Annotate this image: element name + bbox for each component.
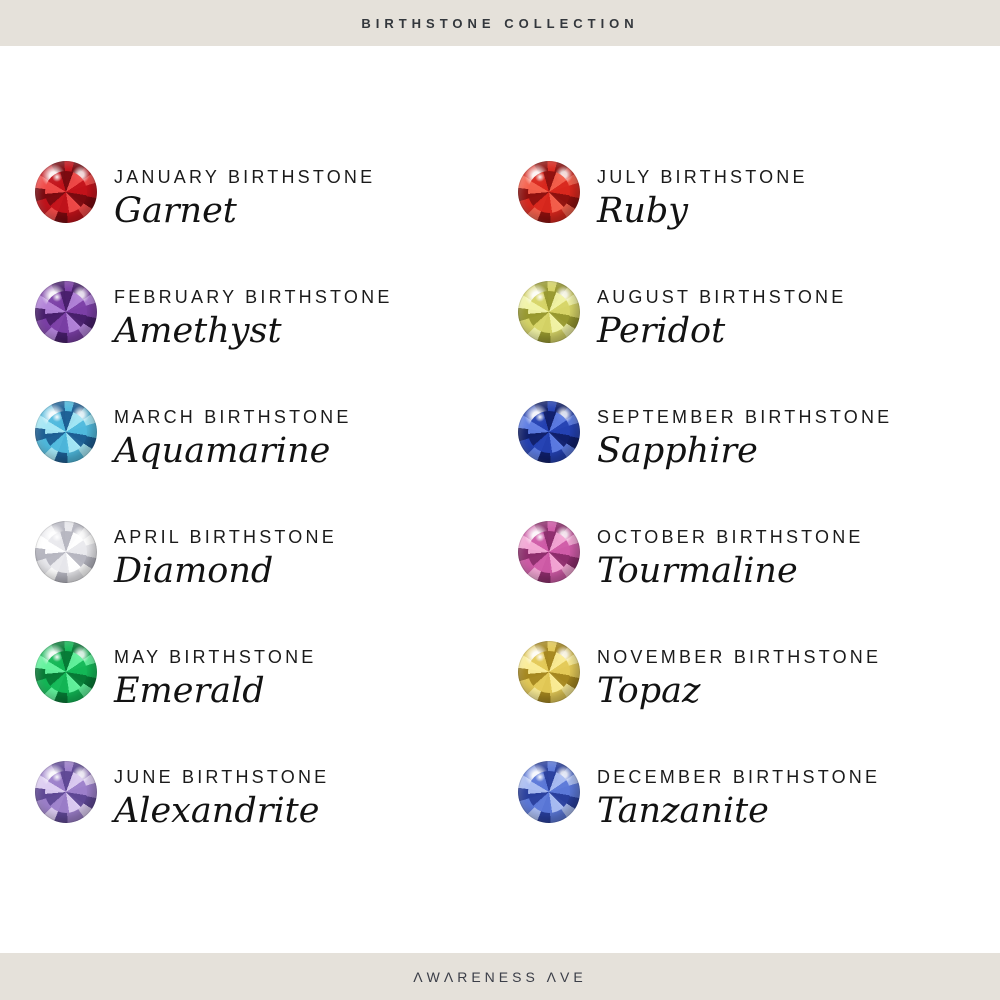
- stone-name: Topaz: [597, 671, 701, 711]
- stone-name: Emerald: [114, 671, 265, 711]
- peridot-gem-icon: [518, 281, 580, 343]
- amethyst-gem-icon: [35, 281, 97, 343]
- birthstone-text: [114, 521, 337, 591]
- stone-name: Garnet: [114, 191, 237, 231]
- birthstone-text: [114, 761, 329, 831]
- birthstone-entry: [518, 161, 980, 281]
- birthstone-text: [597, 281, 846, 351]
- birthstone-entry: [35, 161, 518, 281]
- month-label: JANUARY BIRTHSTONE: [114, 167, 376, 187]
- birthstone-text: [114, 281, 393, 351]
- birthstone-entry: [518, 641, 980, 761]
- sapphire-gem-icon: [518, 401, 580, 463]
- stone-name: Diamond: [114, 551, 274, 591]
- aquamarine-gem-icon: [35, 401, 97, 463]
- stone-name: Ruby: [597, 191, 689, 231]
- birthstone-entry: [518, 761, 980, 881]
- header-title: BIRTHSTONE COLLECTION: [361, 15, 639, 31]
- stone-name: Tanzanite: [597, 791, 769, 831]
- birthstone-text: [597, 161, 808, 231]
- birthstone-text: [114, 161, 375, 231]
- birthstone-text: [114, 641, 317, 711]
- stone-name: Tourmaline: [597, 551, 798, 591]
- birthstone-text: [597, 521, 864, 591]
- month-label: MARCH BIRTHSTONE: [114, 407, 352, 427]
- month-label: AUGUST BIRTHSTONE: [597, 287, 847, 307]
- stone-name: Peridot: [597, 311, 726, 351]
- stone-name: Alexandrite: [114, 791, 320, 831]
- birthstone-entry: [518, 281, 980, 401]
- birthstone-entry: [35, 281, 518, 401]
- birthstone-grid: [35, 161, 980, 881]
- birthstone-entry: [35, 401, 518, 521]
- month-label: MAY BIRTHSTONE: [114, 647, 317, 667]
- ruby-gem-icon: [518, 161, 580, 223]
- birthstone-entry: [518, 521, 980, 641]
- birthstone-entry: [35, 521, 518, 641]
- birthstone-text: [597, 401, 892, 471]
- birthstone-entry: [35, 761, 518, 881]
- month-label: JUNE BIRTHSTONE: [114, 767, 330, 787]
- birthstone-entry: [35, 641, 518, 761]
- topaz-gem-icon: [518, 641, 580, 703]
- stone-name: Aquamarine: [114, 431, 331, 471]
- diamond-gem-icon: [35, 521, 97, 583]
- garnet-gem-icon: [35, 161, 97, 223]
- month-label: SEPTEMBER BIRTHSTONE: [597, 407, 893, 427]
- header-band: [0, 0, 1000, 46]
- month-label: DECEMBER BIRTHSTONE: [597, 767, 881, 787]
- tourmaline-gem-icon: [518, 521, 580, 583]
- stone-name: Sapphire: [597, 431, 758, 471]
- brand-logo: ΛWΛRENESS ΛVE: [413, 968, 587, 985]
- alexandrite-gem-icon: [35, 761, 97, 823]
- tanzanite-gem-icon: [518, 761, 580, 823]
- stone-name: Amethyst: [114, 311, 282, 351]
- month-label: OCTOBER BIRTHSTONE: [597, 527, 864, 547]
- month-label: FEBRUARY BIRTHSTONE: [114, 287, 393, 307]
- emerald-gem-icon: [35, 641, 97, 703]
- birthstone-entry: [518, 401, 980, 521]
- month-label: APRIL BIRTHSTONE: [114, 527, 337, 547]
- month-label: JULY BIRTHSTONE: [597, 167, 808, 187]
- footer-band: [0, 953, 1000, 1000]
- birthstone-text: [114, 401, 352, 471]
- birthstone-text: [597, 761, 880, 831]
- month-label: NOVEMBER BIRTHSTONE: [597, 647, 882, 667]
- birthstone-text: [597, 641, 881, 711]
